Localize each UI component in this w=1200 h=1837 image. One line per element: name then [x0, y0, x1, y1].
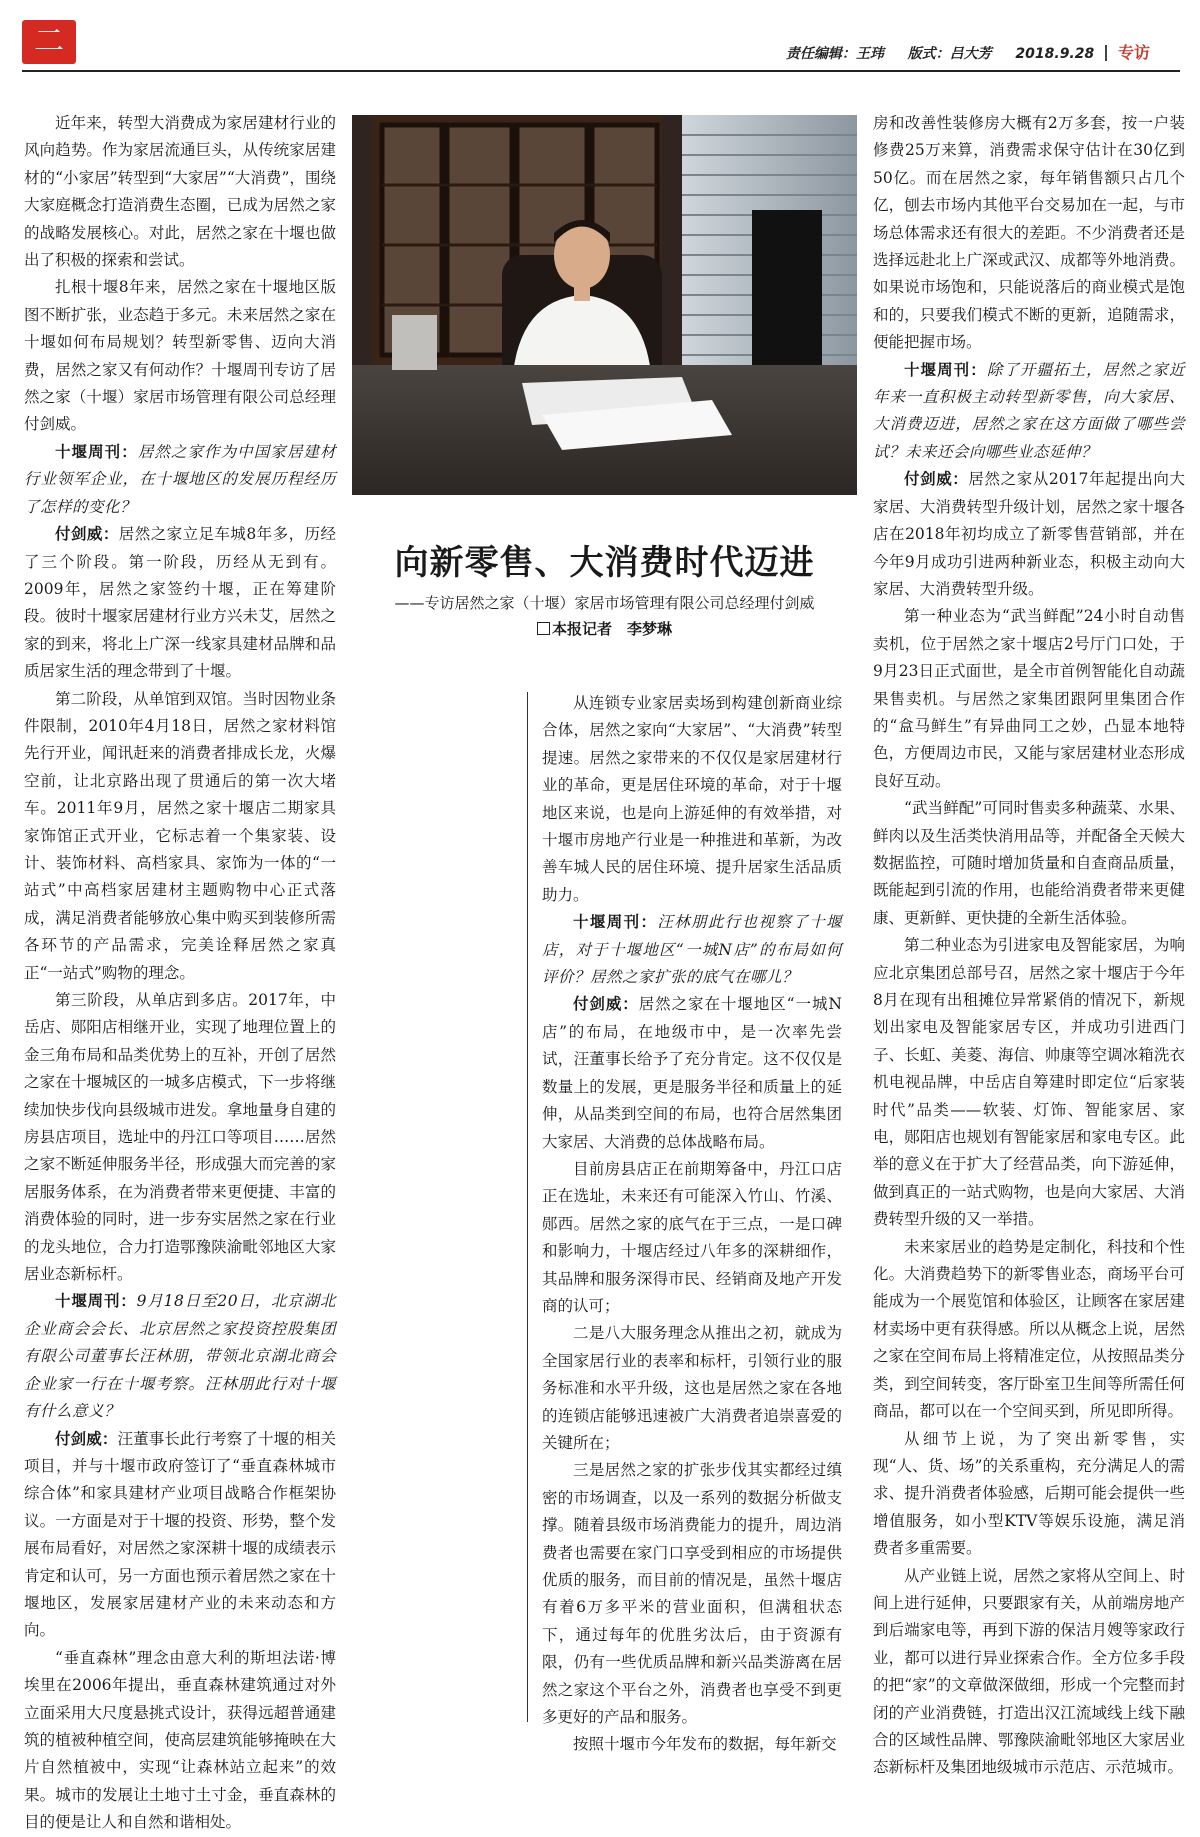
paragraph-text: 二是八大服务理念从推出之初，就成为全国家居行业的表率和标杆，引领行业的服务标准和水平升级，这也是居然之家在各地的连锁店能够迅速被广大消费者追崇喜爱的关键所在； — [542, 1324, 842, 1452]
speaker-label: 十堰周刊： — [904, 360, 987, 379]
paragraph — [873, 1563, 1185, 1782]
paragraph — [24, 110, 336, 274]
article-column-3 — [542, 690, 842, 1759]
paragraph — [24, 439, 336, 521]
paragraph-text: 目前房县店正在前期筹备中，丹江口店正在选址，未来还有可能深入竹山、竹溪、郧西。居然之家的底气在于三点，一是口碑和影响力，十堰店经过八年多的深耕细作，其品牌和服务深得市民、经销商及地产开发商的认可； — [542, 1159, 842, 1315]
paragraph — [542, 690, 842, 909]
layout-credit: 版式：吕大芳 — [907, 46, 992, 62]
paragraph — [542, 1320, 842, 1457]
paragraph — [542, 1731, 842, 1758]
speaker-label: 十堰周刊： — [55, 1292, 137, 1311]
article-byline — [352, 618, 857, 639]
article-subheadline: ——专访居然之家（十堰）家居市场管理有限公司总经理付剑威 — [394, 594, 815, 612]
paragraph-text: 扎根十堰8年来，居然之家在十堰地区版图不断扩张，业态趋于多元。未来居然之家在十堰如何布局规划？转型新零售、迈向大消费，居然之家又有何动作？十堰周刊专访了居然之家（十堰）家居市场管理有限公司总经理付剑威。 — [24, 278, 336, 434]
issue-date: 2018.9.28 — [1015, 46, 1095, 62]
byline-box-icon — [537, 622, 550, 635]
paragraph-text: “垂直森林”理念由意大利的斯坦法诺·博埃里在2006年提出，垂直森林建筑通过对外立面采用大尺度悬挑式设计，获得远超普通建筑的植被种植空间，使高层建筑能够掩映在大片自然植被中，实现“让森林站立起来”的效果。城市的发展让土地寸土寸金，垂直森林的目的便是让人和自然和谐相处。 — [24, 1648, 336, 1832]
page-number-badge: 二 — [22, 20, 76, 64]
paragraph-text: “武当鲜配”可同时售卖多种蔬菜、水果、鲜肉以及生活类快消用品等，并配备全天候大数据监控，可随时增加货量和自查商品质量，既能起到引流的作用，也能给消费者带来更健康、更新鲜、更快捷的全新生活体验。 — [873, 799, 1185, 927]
paragraph-text: 汪林朋此行也视察了十堰店，对于十堰地区“一城N店”的布局如何评价？居然之家扩张的底气在哪儿？ — [542, 913, 842, 987]
paragraph — [873, 603, 1185, 795]
paragraph — [24, 274, 336, 438]
paragraph — [542, 1156, 842, 1320]
portrait-photo-illustration — [352, 115, 857, 495]
paragraph — [873, 110, 1185, 357]
paragraph — [542, 1457, 842, 1731]
speaker-label: 付剑威： — [573, 995, 639, 1014]
paragraph-text: 从连锁专业家居卖场到构建创新商业综合体，居然之家向“大家居”、“大消费”转型提速。居然之家带来的不仅仅是家居建材行业的革命，更是居住环境的革命，对于十堰地区来说，也是向上游延伸的有效举措，对十堰市房地产行业是一种推进和革新，为改善车城人民的居住环境、提升居家生活品质助力。 — [542, 694, 842, 904]
paragraph-text: 近年来，转型大消费成为家居建材行业的风向趋势。作为家居流通巨头，从传统家居建材的“小家居”转型到“大家居”“大消费”，围绕大家庭概念打造消费生态圈，已成为居然之家的战略发展核心。对此，居然之家在十堰也做出了积极的探索和尝试。 — [24, 114, 336, 270]
portrait-photo — [352, 115, 857, 495]
header-rule — [22, 70, 1180, 72]
paragraph — [24, 987, 336, 1288]
paragraph — [873, 466, 1185, 603]
paragraph-text: 9月18日至20日，北京湖北企业商会会长、北京居然之家投资控股集团有限公司董事长汪林朋，带领北京湖北商会企业家一行在十堰考察。汪林朋此行对十堰有什么意义？ — [24, 1292, 336, 1421]
paragraph — [873, 357, 1185, 467]
paragraph — [24, 686, 336, 987]
article-column-4 — [873, 110, 1185, 1782]
paragraph-text: 第二阶段，从单馆到双馆。当时因物业条件限制，2010年4月18日，居然之家材料馆先行开业，闻讯赶来的消费者排成长龙，火爆空前，让北京路出现了贯通后的第一次大堵车。2011年9月，居然之家十堰店二期家具家饰馆正式开业，它标志着一个集家装、设计、装饰材料、高档家具、家饰为一体的“一站式”中高档家居建材主题购物中心正式落成，满足消费者能够放心集中购买到装修所需各环节的产品需求，完美诠释居然之家真正“一站式”购物的理念。 — [24, 689, 336, 982]
article-column-1 — [24, 110, 336, 1837]
paragraph-text: 居然之家在十堰地区“一城N店”的布局，在地级市中，是一次率先尝试，汪董事长给予了充分肯定。这不仅仅是数量上的发展，更是服务半径和质量上的延伸，从品类到空间的布局，也符合居然集团大家居、大消费的总体战略布局。 — [542, 995, 842, 1151]
paragraph — [873, 1426, 1185, 1563]
paragraph-text: 居然之家立足车城8年多，历经了三个阶段。第一阶段，历经从无到有。2009年，居然之家签约十堰，正在筹建阶段。彼时十堰家居建材行业方兴未艾，居然之家的到来，将北上广深一线家具建材品牌和品质居家生活的理念带到了十堰。 — [24, 525, 336, 681]
paragraph-text: 三是居然之家的扩张步伐其实都经过缜密的市场调查，以及一系列的数据分析做支撑。随着县级市场消费能力的提升，周边消费者也需要在家门口享受到相应的市场提供优质的服务，而目前的情况是，虽然十堰店有着6万多平米的营业面积，但满租状态下，通过每年的优胜劣汰后，由于资源有限，仍有一些优质品牌和新兴品类游离在居然之家这个平台之外，消费者也享受不到更多更好的产品和服务。 — [542, 1461, 842, 1727]
byline-text: 本报记者 李梦琳 — [551, 620, 672, 638]
article-headline: 向新零售、大消费时代迈进 — [394, 543, 815, 583]
paragraph — [542, 909, 842, 991]
paragraph — [873, 1234, 1185, 1426]
paragraph — [24, 1645, 336, 1837]
speaker-label: 十堰周刊： — [55, 442, 138, 461]
speaker-label: 付剑威： — [904, 470, 969, 489]
paragraph-text: 居然之家从2017年起提出向大家居、大消费转型升级计划，居然之家十堰各店在2018年初均成立了新零售营销部，并在今年9月成功引进两种新业态，积极主动向大家居、大消费转型升级。 — [873, 470, 1185, 598]
paragraph-text: 按照十堰市今年发布的数据，每年新交 — [573, 1735, 837, 1754]
paragraph — [873, 795, 1185, 932]
column-divider — [527, 692, 528, 1722]
paragraph-text: 第三阶段，从单店到多店。2017年，中岳店、郧阳店相继开业，实现了地理位置上的金三角布局和品类优势上的互补，开创了居然之家在十堰城区的一城多店模式，下一步将继续加快步伐向县级城市进发。拿地量身自建的房县店项目，选址中的丹江口等项目……居然之家不断延伸服务半径，形成强大而完善的家居服务体系，在为消费者带来更便捷、丰富的消费体验的同时，进一步夯实居然之家在行业的龙头地位，合力打造鄂豫陕渝毗邻地区大家居业态新标杆。 — [24, 991, 336, 1284]
paragraph-text: 除了开疆拓土，居然之家近年来一直积极主动转型新零售，向大家居、大消费迈进，居然之家在这方面做了哪些尝试？未来还会向哪些业态延伸？ — [873, 360, 1185, 461]
paragraph — [24, 1426, 336, 1645]
speaker-label: 十堰周刊： — [573, 913, 658, 932]
paragraph-text: 从产业链上说，居然之家将从空间上、时间上进行延伸，只要跟家有关，从前端房地产到后端家电等，再到下游的保洁月嫂等家政行业，都可以进行异业探索合作。全方位多手段的把“家”的文章做深做细，形成一个完整而封闭的产业消费链，打造出汉江流域线上线下融合的区域性品牌、鄂豫陕渝毗邻地区大家居业态新标杆及集团地级城市示范店、示范城市。 — [873, 1566, 1185, 1777]
paragraph-text: 房和改善性装修房大概有2万多套，按一户装修费25万来算，消费需求保守估计在30亿到50亿。而在居然之家，每年销售额只占几个亿，刨去市场内其他平台交易加在一起，与市场总体需求还有很大的差距。不少消费者还是选择远赴北上广深或武汉、成都等外地消费。如果说市场饱和，只能说落后的商业模式是饱和的，只要我们模式不断的更新，追随需求，便能把握市场。 — [873, 114, 1185, 352]
header-separator — [1105, 45, 1107, 61]
speaker-label: 付剑威： — [55, 525, 119, 544]
paragraph — [24, 521, 336, 685]
paragraph — [873, 932, 1185, 1233]
editor-credit: 责任编辑：王玮 — [785, 46, 884, 62]
speaker-label: 付剑威： — [55, 1429, 118, 1448]
paragraph-text: 第一种业态为“武当鲜配”24小时自动售卖机，位于居然之家十堰店2号厅门口处，于9月23日正式面世，是全市首例智能化自动蔬果售卖机。与居然之家集团跟阿里集团合作的“盒马鲜生”有异曲同工之妙，凸显本地特色，方便周边市民，又能与家居建材业态形成良好互动。 — [873, 607, 1185, 790]
paragraph — [542, 991, 842, 1155]
paragraph-text: 居然之家作为中国家居建材行业领军企业，在十堰地区的发展历程经历了怎样的变化？ — [24, 442, 336, 516]
header-info — [786, 40, 1150, 63]
paragraph-text: 汪董事长此行考察了十堰的相关项目，并与十堰市政府签订了“垂直森林城市综合体”和家具建材产业项目战略合作框架协议。一方面是对于十堰的投资、形势，整个发展布局看好，对居然之家深耕十堰的成绩表示肯定和认可，另一方面也预示着居然之家在十堰地区，发展家居建材产业的未来动态和方向。 — [24, 1429, 336, 1640]
section-name: 专访 — [1117, 43, 1150, 62]
paragraph-text: 第二种业态为引进家电及智能家居，为响应北京集团总部号召，居然之家十堰店于今年8月在现有出租摊位异常紧俏的情况下，新规划出家电及智能家居专区，并成功引进西门子、长虹、美菱、海信、帅康等空调冰箱洗衣机电视品牌，中岳店自筹建时即定位“后家装时代”品类——软装、灯饰、智能家居、家电，郧阳店也规划有智能家居和家电专区。此举的意义在于扩大了经营品类，向下游延伸，做到真正的一站式购物，也是向大家居、大消费转型升级的又一举措。 — [873, 936, 1185, 1229]
paragraph-text: 未来家居业的趋势是定制化，科技和个性化。大消费趋势下的新零售业态，商场平台可能成为一个展览馆和体验区，让顾客在家居建材卖场中更有获得感。所以从概念上说，居然之家在空间布局上将精准定位，从按照品类分类，到空间转变，客厅卧室卫生间等所需任何商品，都可以在一个空间买到，所见即所得。 — [873, 1237, 1185, 1421]
paragraph — [24, 1288, 336, 1425]
paragraph-text: 从细节上说，为了突出新零售，实现“人、货、场”的关系重构，充分满足人的需求、提升消费者体验感，后期可能会提供一些增值服务，如小型KTV等娱乐设施，满足消费者多重需要。 — [873, 1429, 1185, 1558]
